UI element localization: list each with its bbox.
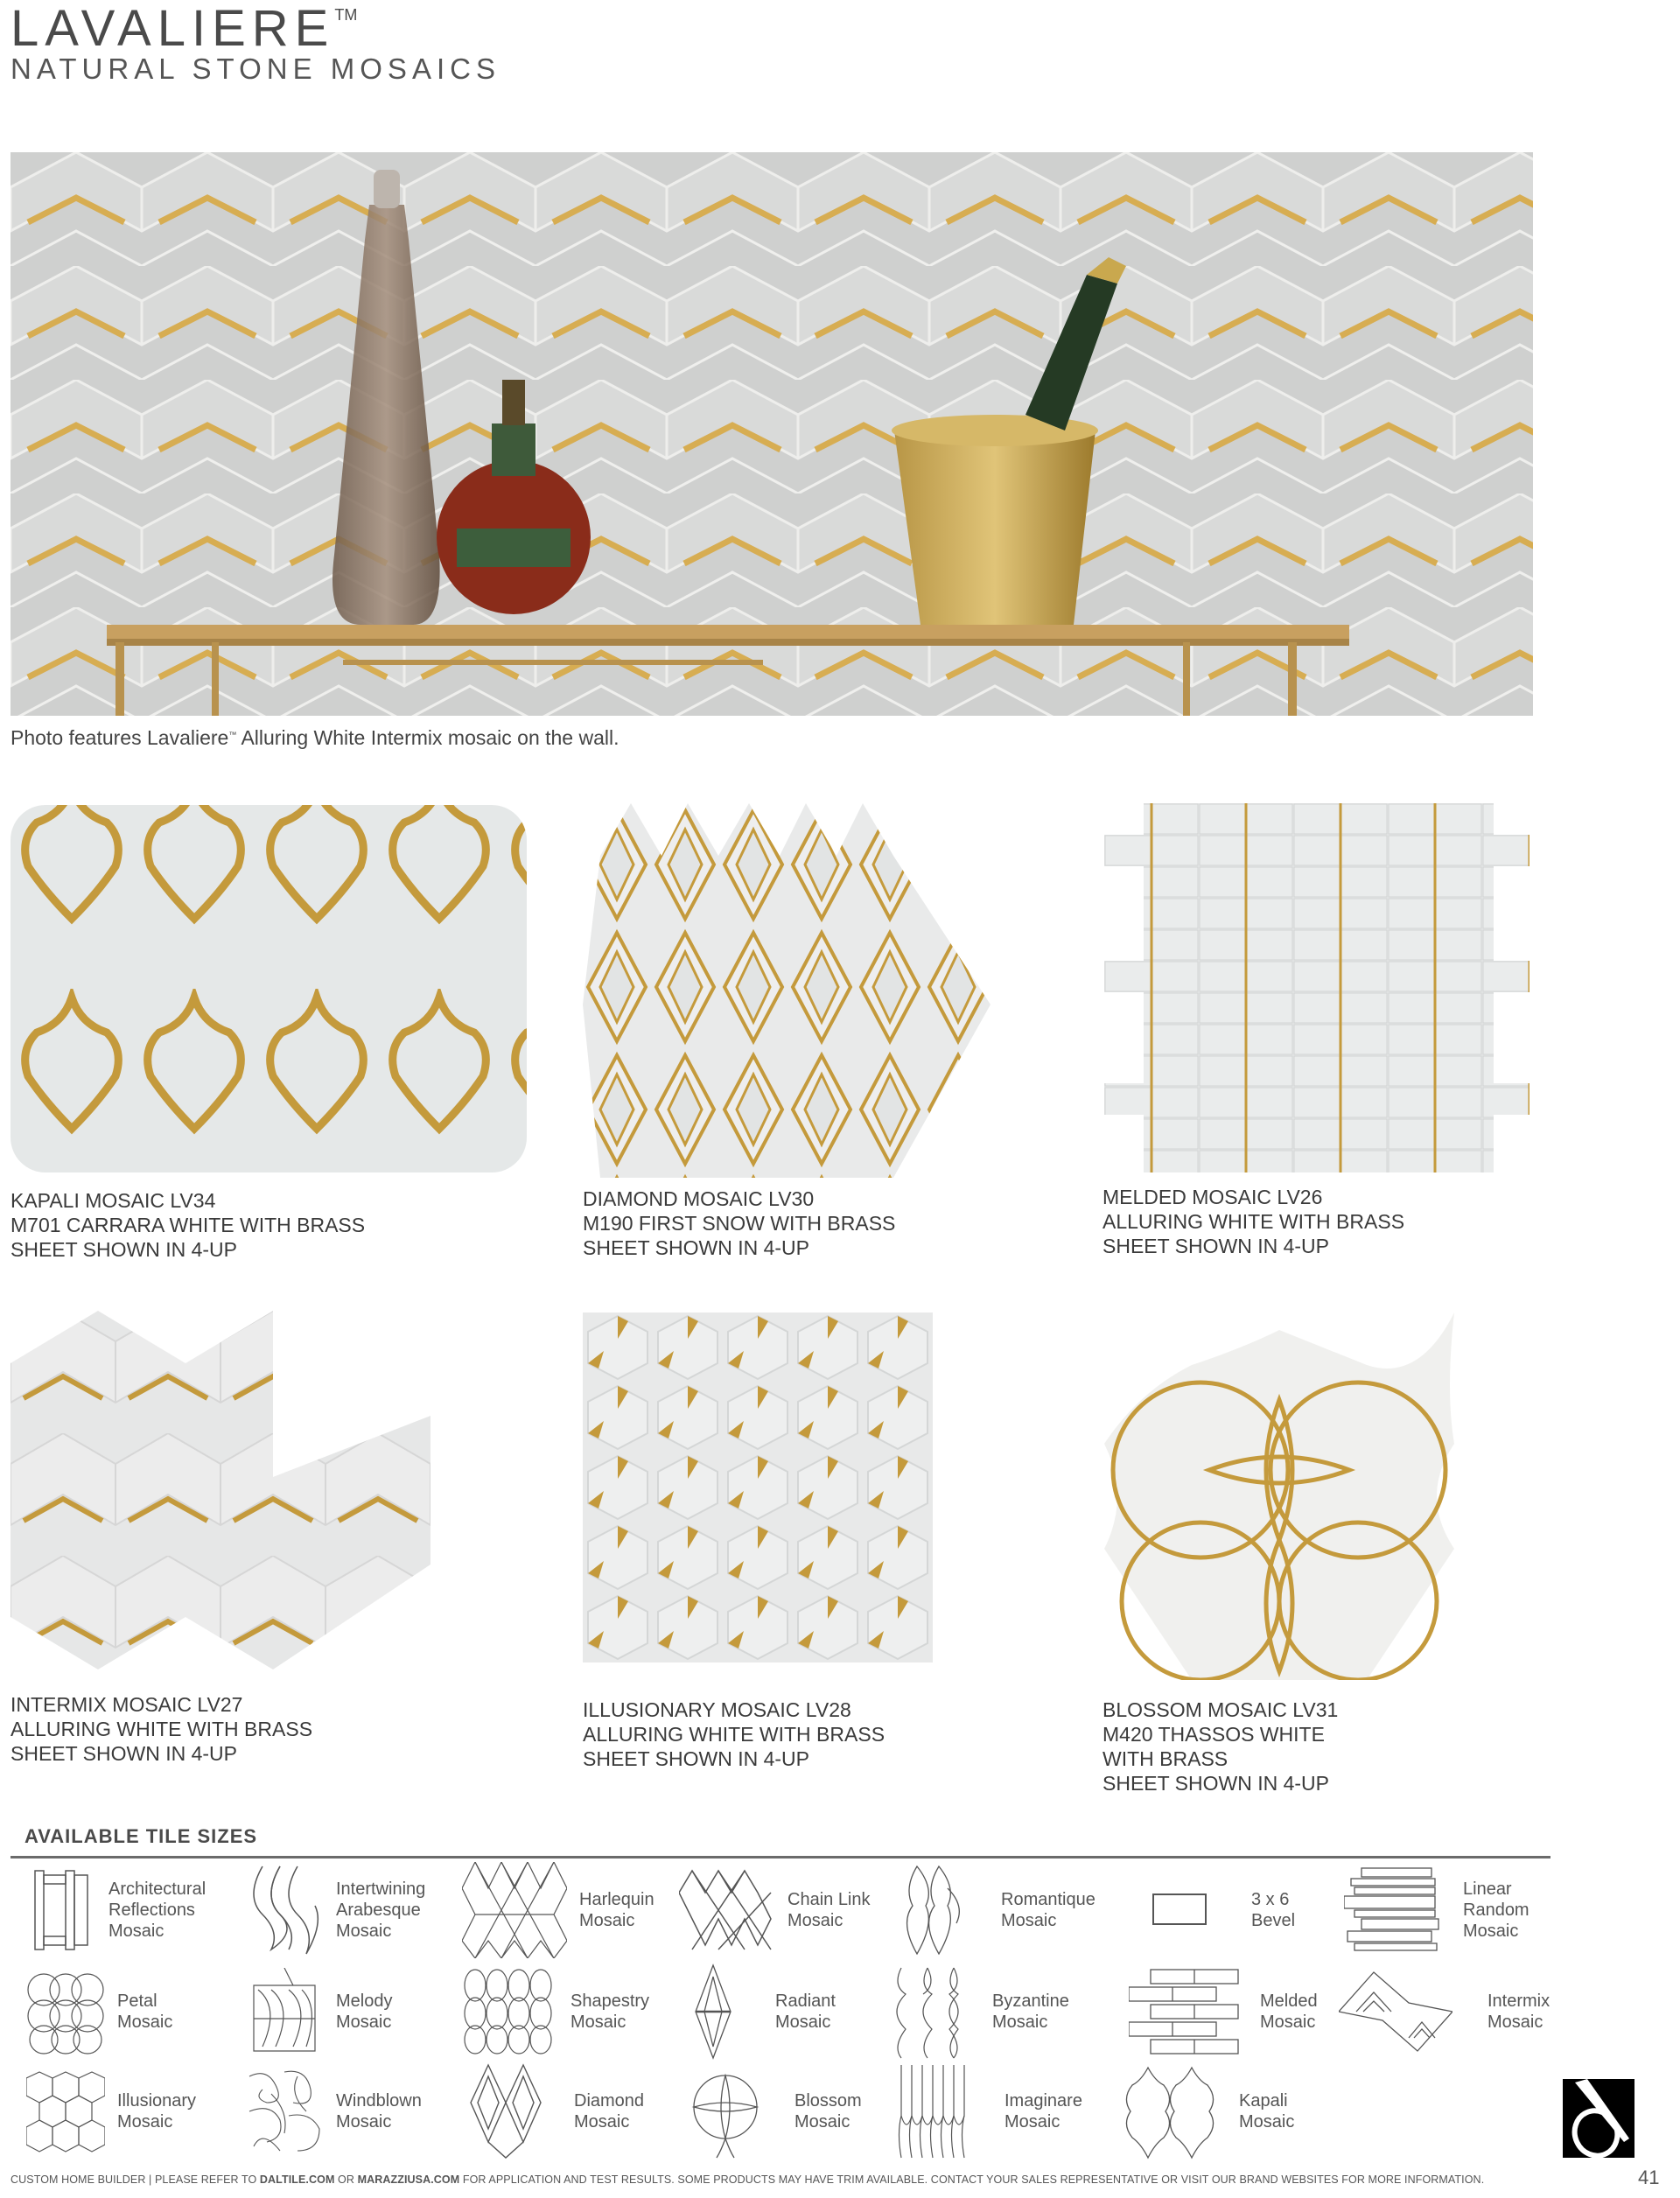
linear-random-icon	[1344, 1866, 1440, 1954]
melded-mosaic-sheet	[1104, 803, 1530, 1172]
tile-size-byzantine	[884, 1964, 1069, 2060]
daltile-link[interactable]: DALTILE.COM	[259, 2174, 335, 2186]
product-label-kapali	[10, 1188, 365, 1262]
caption-prefix: Photo features Lavaliere	[10, 726, 229, 749]
tile-size-linear-random	[1344, 1862, 1530, 1958]
title-text: LAVALIERE	[10, 0, 335, 57]
product-note: SHEET SHOWN IN 4-UP	[10, 1742, 237, 1765]
intermix-icon	[1339, 1968, 1452, 2055]
product-color: ALLURING WHITE WITH BRASS	[1102, 1210, 1405, 1233]
product-note: SHEET SHOWN IN 4-UP	[10, 1238, 237, 1261]
product-label-diamond	[583, 1186, 895, 1260]
product-note: SHEET SHOWN IN 4-UP	[583, 1747, 809, 1770]
legend-line: Intertwining	[336, 1880, 426, 1899]
petal-icon	[26, 1968, 105, 2055]
legend-line: Romantique	[1001, 1890, 1096, 1909]
legend-line: 3 x 6	[1251, 1890, 1290, 1909]
daltile-logo	[1563, 2079, 1634, 2158]
product-color: M190 FIRST SNOW WITH BRASS	[583, 1212, 896, 1235]
photo-caption	[10, 726, 620, 750]
melody-icon	[245, 1968, 324, 2055]
product-color: ALLURING WHITE WITH BRASS	[583, 1723, 886, 1746]
kapali-icon	[1122, 2063, 1227, 2160]
legend-line: Blossom	[794, 2091, 862, 2110]
tile-size-3x6-bevel	[1152, 1862, 1295, 1958]
byzantine-icon	[884, 1964, 980, 2060]
product-name: BLOSSOM MOSAIC LV31	[1102, 1698, 1339, 1721]
product-name: KAPALI MOSAIC LV34	[10, 1189, 216, 1212]
caption-suffix: Alluring White Intermix mosaic on the wall.	[236, 726, 620, 749]
footer-text: OR	[334, 2174, 358, 2186]
product-name: ILLUSIONARY MOSAIC LV28	[583, 1698, 851, 1721]
legend-line: Mosaic	[788, 1911, 844, 1930]
page-number: 41	[1638, 2166, 1660, 2188]
legend-line: Melded	[1260, 1992, 1318, 2011]
legend-line: Imaginare	[1004, 2091, 1082, 2110]
footer-text: FOR APPLICATION AND TEST RESULTS. SOME PRODUCTS MAY HAVE TRIM AVAILABLE. CONTACT YOUR SALES REPRESENTATIVE OR VISIT OUR BRAND WEBSITES FOR MORE INFORMATION.	[459, 2174, 1485, 2186]
intermix-mosaic-sheet	[10, 1311, 430, 1670]
product-note: SHEET SHOWN IN 4-UP	[583, 1236, 809, 1259]
diamond-mosaic-sheet	[583, 803, 990, 1178]
tile-size-shapestry	[462, 1964, 649, 2060]
blossom-icon	[686, 2063, 765, 2160]
legend-line: Arabesque	[336, 1900, 421, 1920]
legend-line: Mosaic	[108, 1922, 164, 1941]
legend-line: Mosaic	[1004, 2112, 1060, 2132]
legend-line: Random	[1463, 1900, 1530, 1920]
tile-size-blossom	[686, 2063, 862, 2160]
illusionary-icon	[26, 2068, 105, 2155]
bevel-3x6-icon	[1152, 1893, 1208, 1928]
legend-line: Mosaic	[336, 1922, 392, 1941]
legend-line: Mosaic	[117, 2112, 173, 2132]
legend-line: Mosaic	[1001, 1911, 1057, 1930]
product-label-illusionary	[583, 1698, 885, 1771]
page-title	[10, 0, 358, 57]
caption-tm: ™	[228, 730, 237, 739]
product-note-2: SHEET SHOWN IN 4-UP	[1102, 1772, 1329, 1795]
intertwining-arabesque-icon	[245, 1862, 324, 1958]
legend-line: Bevel	[1251, 1911, 1296, 1930]
product-name: DIAMOND MOSAIC LV30	[583, 1187, 815, 1210]
product-color: M701 CARRARA WHITE WITH BRASS	[10, 1214, 366, 1236]
legend-line: Architectural	[108, 1880, 206, 1899]
legend-line: Shapestry	[570, 1992, 650, 2011]
legend-line: Mosaic	[1260, 2012, 1316, 2032]
product-note: SHEET SHOWN IN 4-UP	[1102, 1235, 1329, 1257]
tile-size-windblown	[245, 2063, 422, 2160]
harlequin-icon	[462, 1862, 567, 1958]
legend-line: Byzantine	[992, 1992, 1069, 2011]
tile-size-intertwining-arabesque	[245, 1862, 425, 1958]
hero-photo	[10, 152, 1533, 716]
product-label-intermix	[10, 1692, 312, 1766]
tile-size-diamond	[469, 2063, 644, 2160]
romantique-icon	[900, 1862, 970, 1958]
tile-size-melded	[1129, 1964, 1318, 2060]
legend-line: Petal	[117, 1992, 158, 2011]
legend-line: Mosaic	[574, 2112, 630, 2132]
imaginare-icon	[892, 2063, 980, 2160]
hero-photo-illustration	[10, 152, 1533, 716]
tile-size-kapali	[1122, 2063, 1294, 2160]
product-color: ALLURING WHITE WITH BRASS	[10, 1718, 313, 1740]
tile-size-melody	[245, 1964, 392, 2060]
legend-line: Chain Link	[788, 1890, 871, 1909]
legend-line: Mosaic	[336, 2112, 392, 2132]
tile-size-romantique	[900, 1862, 1096, 1958]
legend-line: Kapali	[1239, 2091, 1288, 2110]
legend-line: Mosaic	[1239, 2112, 1295, 2132]
footer-disclaimer	[10, 2174, 1484, 2186]
legend-line: Illusionary	[117, 2091, 197, 2110]
legend-line: Intermix	[1488, 1992, 1550, 2011]
legend-line: Mosaic	[1488, 2012, 1544, 2032]
trademark-mark: TM	[334, 6, 358, 24]
blossom-mosaic-sheet	[1104, 1312, 1463, 1680]
legend-line: Mosaic	[117, 2012, 173, 2032]
legend-line: Melody	[336, 1992, 393, 2011]
section-divider	[10, 1856, 1550, 1858]
melded-icon	[1129, 1968, 1242, 2055]
tile-size-chain-link	[679, 1862, 871, 1958]
legend-line: Mosaic	[336, 2012, 392, 2032]
chain-link-icon	[679, 1866, 775, 1954]
tile-size-harlequin	[462, 1862, 654, 1958]
legend-line: Harlequin	[579, 1890, 654, 1909]
product-name: INTERMIX MOSAIC LV27	[10, 1693, 243, 1716]
footer-text: CUSTOM HOME BUILDER | PLEASE REFER TO	[10, 2174, 260, 2186]
illusionary-mosaic-sheet	[583, 1312, 933, 1662]
windblown-icon	[245, 2068, 324, 2155]
product-name: MELDED MOSAIC LV26	[1102, 1186, 1323, 1208]
tile-size-architectural-reflections	[26, 1862, 206, 1958]
product-color: M420 THASSOS WHITE	[1102, 1723, 1325, 1746]
legend-line: Windblown	[336, 2091, 422, 2110]
legend-line: Mosaic	[570, 2012, 626, 2032]
legend-line: Radiant	[775, 1992, 836, 2011]
marazzi-link[interactable]: MARAZZIUSA.COM	[357, 2174, 460, 2186]
radiant-icon	[691, 1964, 735, 2060]
tile-size-petal	[26, 1964, 172, 2060]
tile-size-intermix	[1339, 1964, 1550, 2060]
legend-line: Mosaic	[1463, 1922, 1519, 1941]
kapali-mosaic-sheet	[10, 805, 527, 1172]
product-label-melded	[1102, 1185, 1404, 1258]
legend-line: Diamond	[574, 2091, 645, 2110]
legend-line: Mosaic	[992, 2012, 1048, 2032]
product-label-blossom	[1102, 1698, 1338, 1796]
daltile-d-logo-icon	[1563, 2079, 1634, 2158]
page-subtitle: NATURAL STONE MOSAICS	[10, 52, 500, 85]
product-note: WITH BRASS	[1102, 1747, 1228, 1770]
tile-size-imaginare	[892, 2063, 1082, 2160]
tile-sizes-heading: AVAILABLE TILE SIZES	[24, 1825, 258, 1847]
legend-line: Linear	[1463, 1880, 1512, 1899]
legend-line: Mosaic	[579, 1911, 635, 1930]
legend-line: Mosaic	[794, 2112, 850, 2132]
shapestry-icon	[462, 1968, 558, 2055]
tile-size-illusionary	[26, 2063, 196, 2160]
legend-line: Mosaic	[775, 2012, 831, 2032]
diamond-icon	[469, 2063, 548, 2160]
architectural-reflections-icon	[26, 1866, 96, 1954]
tile-size-radiant	[691, 1964, 836, 2060]
legend-line: Reflections	[108, 1900, 195, 1920]
